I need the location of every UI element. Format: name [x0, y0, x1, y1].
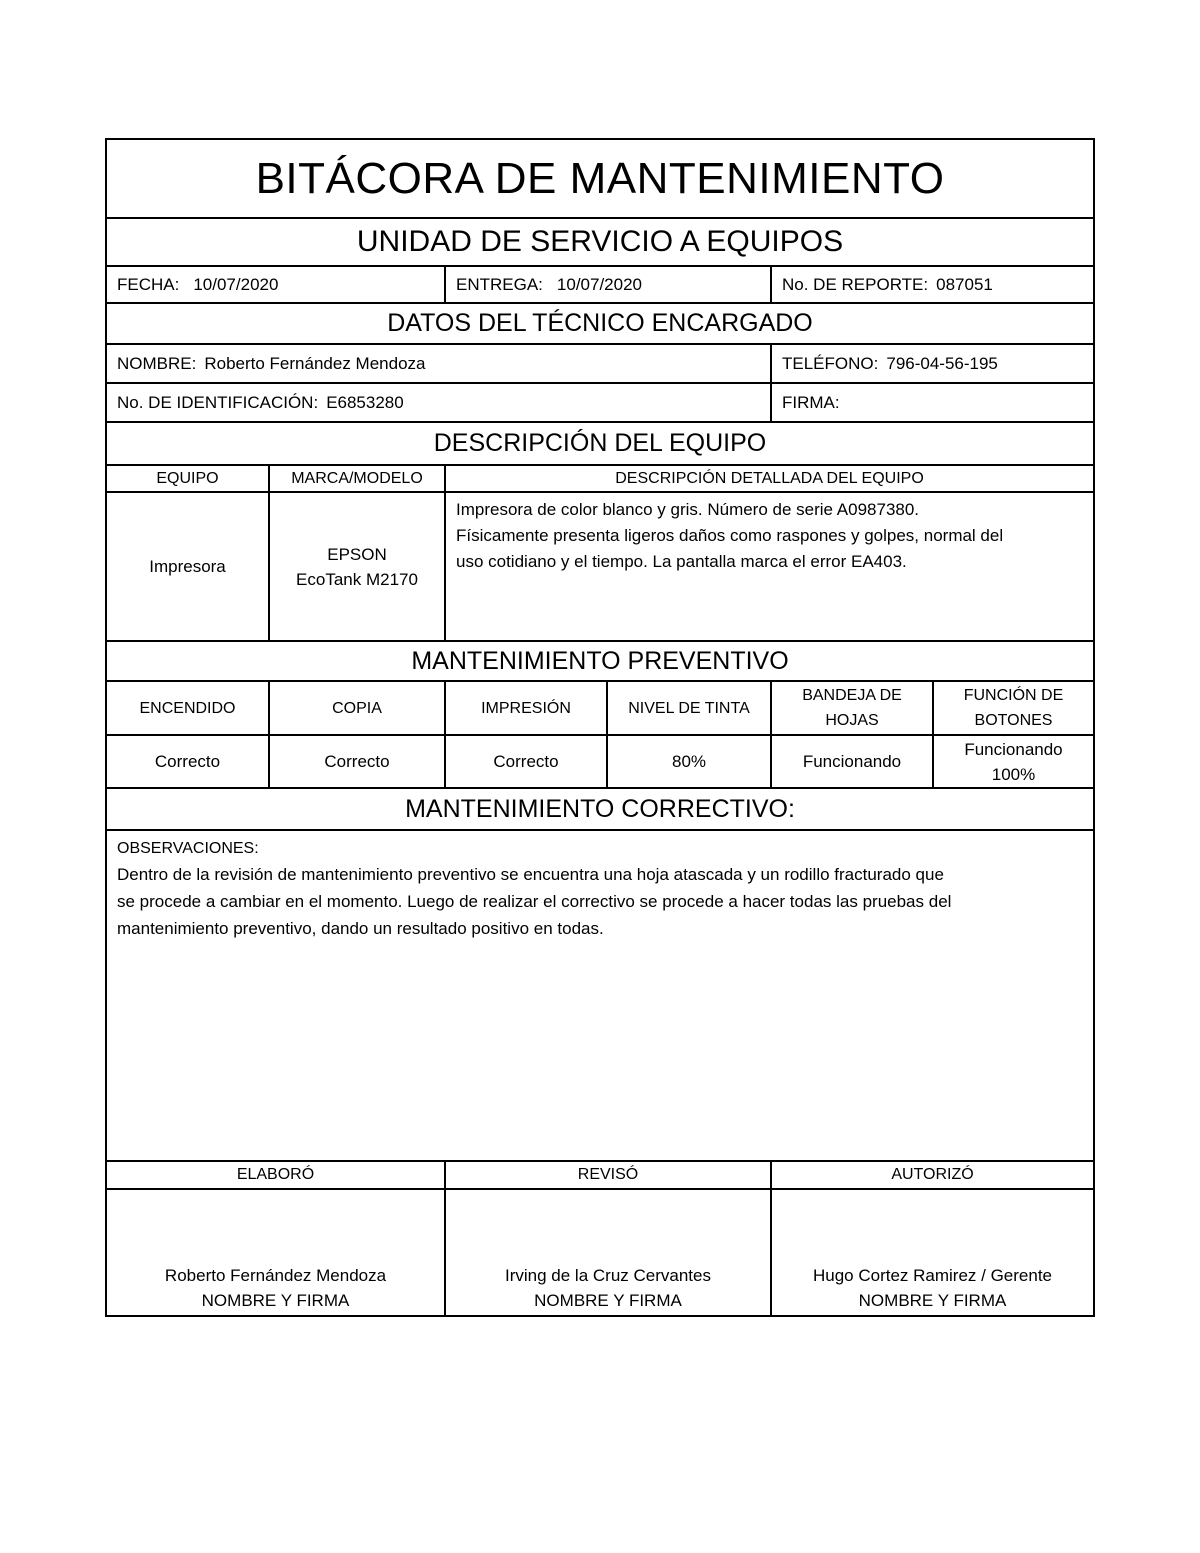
- fecha-label: FECHA:: [117, 274, 180, 294]
- elaboro-name: Roberto Fernández Mendoza: [164, 1266, 387, 1285]
- corrective-section-title: MANTENIMIENTO CORRECTIVO:: [405, 794, 795, 823]
- descripcion-line: Físicamente presenta ligeros daños como raspones y golpes, normal del: [456, 526, 1004, 545]
- marca-header: [270, 466, 446, 491]
- equipo-header: [107, 466, 270, 491]
- telefono-cell: [772, 345, 1093, 382]
- marca-value-line2: EcoTank M2170: [296, 569, 418, 589]
- nombre-label: NOMBRE:: [117, 353, 197, 373]
- preventive-header-cell: [608, 682, 772, 734]
- id-value: E6853280: [326, 392, 404, 412]
- elaboro-header-label: ELABORÓ: [236, 1166, 315, 1183]
- id-cell: [107, 384, 772, 421]
- id-label: No. DE IDENTIFICACIÓN:: [117, 392, 319, 412]
- fecha-cell: [107, 267, 446, 302]
- signature-row: [107, 1190, 1093, 1315]
- preventive-value: 80%: [671, 752, 707, 771]
- descripcion-header: [446, 466, 1093, 491]
- descripcion-line: uso cotidiano y el tiempo. La pantalla marca el error EA403.: [456, 552, 907, 571]
- preventive-header-label: NIVEL DE TINTA: [628, 699, 750, 717]
- autorizo-header: [772, 1162, 1093, 1188]
- equipment-section-title: DESCRIPCIÓN DEL EQUIPO: [433, 429, 767, 457]
- descripcion-cell: [446, 493, 1093, 640]
- preventive-value-cell: [934, 736, 1093, 787]
- fecha-value: 10/07/2020: [193, 274, 279, 294]
- entrega-label: ENTREGA:: [456, 274, 543, 294]
- preventive-value-cell: [270, 736, 446, 787]
- maintenance-log-form: [105, 138, 1095, 1317]
- preventive-header-label: IMPRESIÓN: [481, 699, 571, 717]
- report-info-row: [107, 267, 1093, 304]
- observations-line: Dentro de la revisión de mantenimiento preventivo se encuentra una hoja atascada y un rodillo fracturado que: [117, 865, 944, 884]
- technician-name-row: [107, 345, 1093, 384]
- preventive-header-cell: [270, 682, 446, 734]
- equipo-value: Impresora: [149, 556, 226, 576]
- preventive-header-label: FUNCIÓN DE: [963, 687, 1064, 704]
- marca-cell: [270, 493, 446, 640]
- reviso-signature-cell: [446, 1190, 772, 1315]
- preventive-header-cell: [107, 682, 270, 734]
- preventive-value-cell: [608, 736, 772, 787]
- observations-line: mantenimiento preventivo, dando un resultado positivo en todas.: [117, 919, 604, 938]
- preventive-value: Correcto: [493, 752, 559, 771]
- elaboro-header: [107, 1162, 446, 1188]
- preventive-value: 100%: [991, 764, 1036, 784]
- preventive-header-label: HOJAS: [825, 712, 879, 729]
- preventive-section-header: [107, 642, 1093, 682]
- reporte-value: 087051: [936, 274, 993, 294]
- autorizo-name: Hugo Cortez Ramirez / Gerente: [812, 1266, 1053, 1285]
- preventive-value-cell: [446, 736, 608, 787]
- preventive-header-cell: [446, 682, 608, 734]
- descripcion-header-label: DESCRIPCIÓN DETALLADA DEL EQUIPO: [615, 469, 924, 487]
- preventive-value: Correcto: [154, 752, 221, 771]
- preventive-header-label: ENCENDIDO: [139, 699, 236, 717]
- reporte-cell: [772, 267, 1093, 302]
- preventive-header-cell: [934, 682, 1093, 734]
- page-subtitle: UNIDAD DE SERVICIO A EQUIPOS: [356, 225, 844, 258]
- preventive-value-cell: [107, 736, 270, 787]
- descripcion-line: Impresora de color blanco y gris. Número de serie A0987380.: [456, 500, 920, 519]
- elaboro-signature-cell: [107, 1190, 446, 1315]
- equipment-header-row: [107, 466, 1093, 493]
- autorizo-signature-cell: [772, 1190, 1093, 1315]
- marca-header-label: MARCA/MODELO: [291, 469, 423, 487]
- preventive-header-label: BOTONES: [974, 712, 1053, 729]
- observations-area: [107, 831, 1093, 1162]
- reviso-header: [446, 1162, 772, 1188]
- signature-caption: NOMBRE Y FIRMA: [858, 1291, 1007, 1310]
- autorizo-header-label: AUTORIZÓ: [891, 1166, 974, 1183]
- subtitle-row: [107, 219, 1093, 267]
- entrega-value: 10/07/2020: [556, 274, 642, 294]
- technician-id-row: [107, 384, 1093, 423]
- equipment-section-header: [107, 423, 1093, 466]
- observations-label: OBSERVACIONES:: [117, 840, 259, 857]
- preventive-value-cell: [772, 736, 934, 787]
- reporte-label: No. DE REPORTE:: [782, 274, 929, 294]
- preventive-value: Funcionando: [964, 739, 1063, 759]
- preventive-section-title: MANTENIMIENTO PREVENTIVO: [411, 646, 789, 675]
- marca-value-line1: EPSON: [327, 544, 387, 564]
- equipo-cell: [107, 493, 270, 640]
- preventive-value: Correcto: [324, 752, 390, 771]
- corrective-section-header: [107, 789, 1093, 831]
- entrega-cell: [446, 267, 772, 302]
- firma-label: FIRMA:: [782, 392, 840, 412]
- reviso-name: Irving de la Cruz Cervantes: [505, 1266, 711, 1285]
- preventive-value-row: [107, 736, 1093, 789]
- technician-section-header: [107, 304, 1093, 345]
- equipment-value-row: [107, 493, 1093, 642]
- technician-section-title: DATOS DEL TÉCNICO ENCARGADO: [387, 309, 813, 337]
- preventive-header-label: COPIA: [332, 699, 382, 717]
- preventive-header-row: [107, 682, 1093, 736]
- nombre-value: Roberto Fernández Mendoza: [204, 353, 426, 373]
- signature-caption: NOMBRE Y FIRMA: [201, 1291, 350, 1310]
- signature-header-row: [107, 1162, 1093, 1190]
- page-title: BITÁCORA DE MANTENIMIENTO: [255, 153, 945, 203]
- title-row: [107, 140, 1093, 219]
- preventive-header-cell: [772, 682, 934, 734]
- telefono-label: TELÉFONO:: [782, 353, 879, 373]
- telefono-value: 796-04-56-195: [886, 353, 998, 373]
- preventive-header-label: BANDEJA DE: [802, 687, 902, 704]
- signature-caption: NOMBRE Y FIRMA: [534, 1291, 682, 1310]
- firma-cell: [772, 384, 1093, 421]
- observations-line: se procede a cambiar en el momento. Luego de realizar el correctivo se procede a hacer todas las pruebas del: [117, 892, 952, 911]
- preventive-value: Funcionando: [802, 752, 902, 771]
- nombre-cell: [107, 345, 772, 382]
- reviso-header-label: REVISÓ: [577, 1166, 639, 1183]
- equipo-header-label: EQUIPO: [156, 469, 219, 487]
